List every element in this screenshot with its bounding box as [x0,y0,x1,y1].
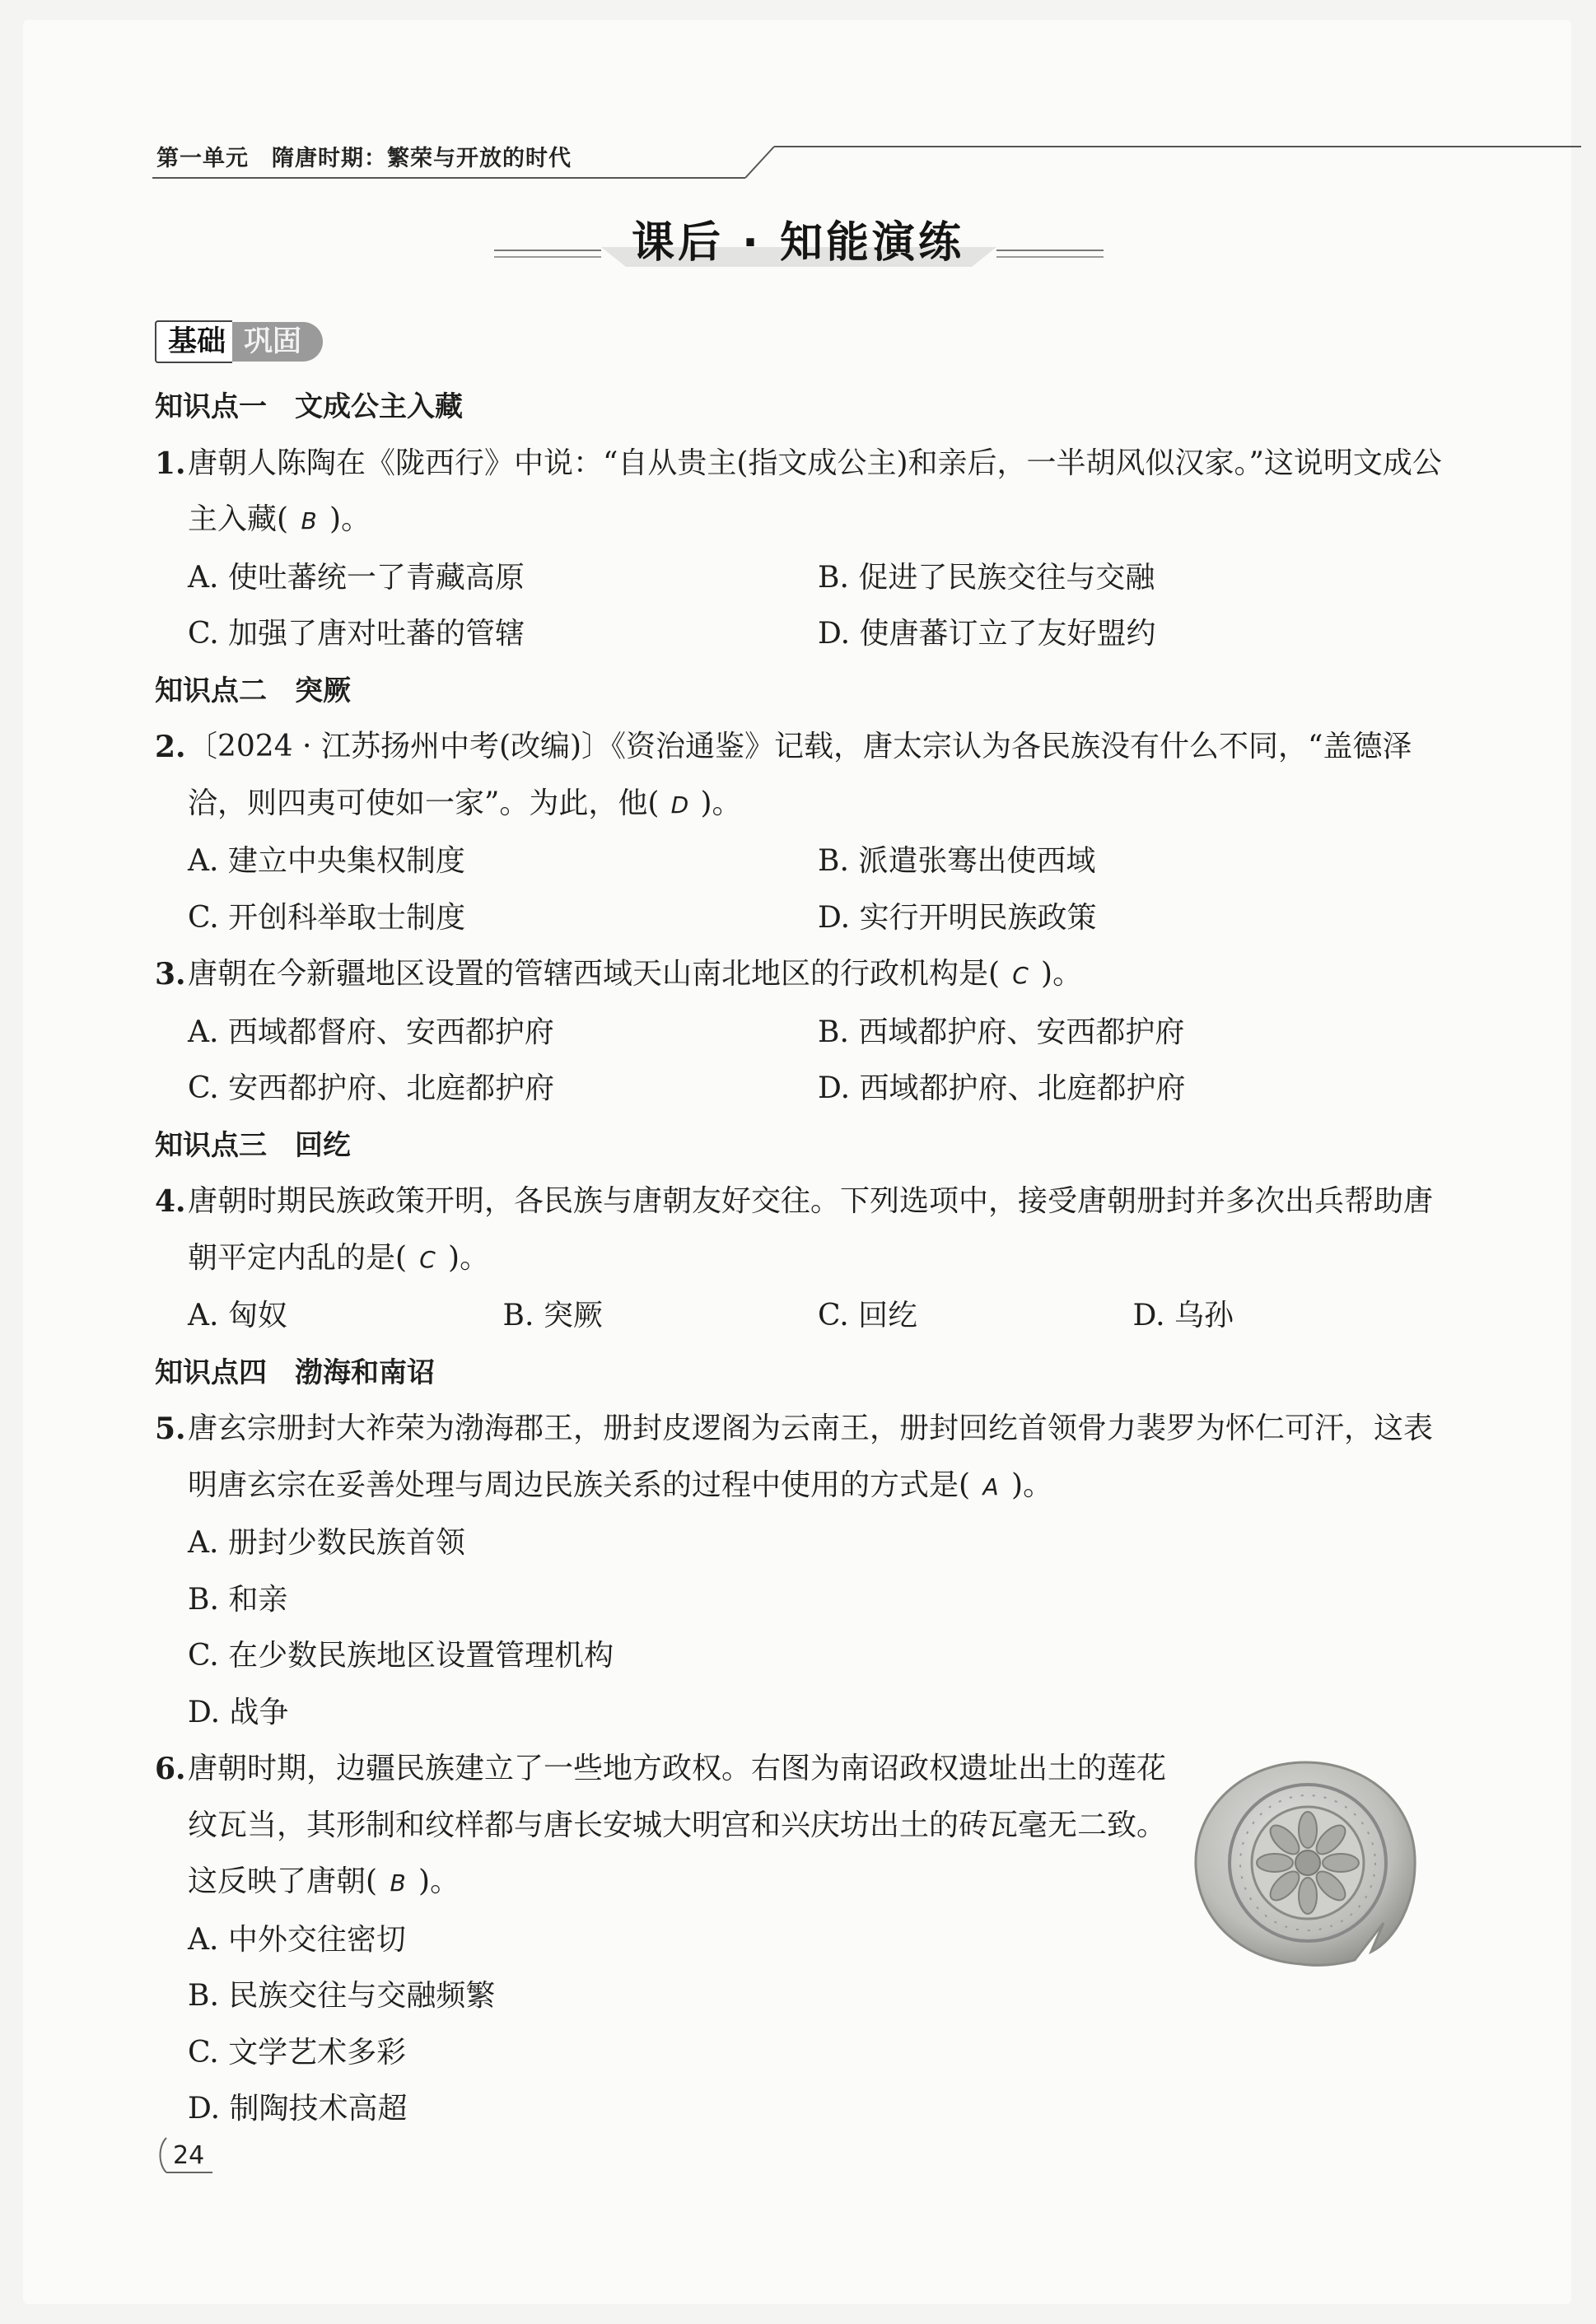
question-5-options [155,1515,1448,1741]
question-number: 2. [155,730,186,764]
badge-label-1: 基础 [155,320,232,363]
badge-label-2: 巩固 [232,322,323,362]
option-c: C. 开创科举取士制度 [188,900,466,935]
question-text-end: )。 [1041,957,1083,991]
option-b: B. 促进了民族交往与交融 [818,560,1155,595]
question-text: 〔2024 · 江苏扬州中考(改编)〕《资治通鉴》记载，唐太宗认为各民族没有什么不同，“盖德泽洽，则四夷可使如一家”。为此，他( [188,730,1412,820]
answer-mark: C [1012,962,1029,989]
question-2 [155,719,1448,833]
option-b: B. 突厥 [502,1299,603,1332]
question-text: 唐玄宗册封大祚荣为渤海郡王，册封皮逻阁为云南王，册封回纥首领骨力裴罗为怀仁可汗，这表明唐玄宗在妥善处理与周边民族关系的过程中使用的方式是( [188,1412,1434,1502]
option-d: D. 实行开明民族政策 [818,900,1097,935]
question-6 [155,1741,1168,1912]
option-a: A. 册封少数民族首领 [188,1526,465,1560]
question-number: 1. [155,446,186,481]
question-number: 4. [155,1184,186,1219]
question-3 [155,946,1448,1005]
question-text: 唐朝人陈陶在《陇西行》中说：“自从贵主(指文成公主)和亲后，一半胡风似汉家。”这说明文成公主入藏( [188,446,1442,536]
option-d: D. 战争 [188,1695,289,1729]
page-number: 24 [173,2141,205,2170]
option-a: A. 中外交往密切 [188,1922,406,1957]
question-2-options [155,833,1448,946]
question-number: 5. [155,1412,186,1446]
lotus-tile-image [1186,1754,1425,1968]
question-text: 唐朝时期民族政策开明，各民族与唐朝友好交往。下列选项中，接受唐朝册封并多次出兵帮助唐朝平定内乱的是( [188,1184,1434,1275]
answer-mark: A [982,1472,999,1500]
question-text: 唐朝在今新疆地区设置的管辖西域天山南北地区的行政机构是( [188,957,1001,991]
section-title: 课后 · 知能演练 [632,218,964,268]
unit-header: 第一单元 隋唐时期：繁荣与开放的时代 [156,146,572,171]
knowledge-point-3: 知识点三 回纥 [155,1128,351,1162]
option-b: B. 民族交往与交融频繁 [188,1979,496,2013]
question-number: 6. [155,1752,186,1786]
option-d: D. 西域都护府、北庭都护府 [818,1071,1186,1105]
option-d: D. 乌孙 [1132,1299,1234,1332]
option-c: C. 文学艺术多彩 [188,2035,407,2070]
answer-mark: D [670,791,689,819]
option-b: B. 派遣张骞出使西域 [818,844,1096,878]
question-5 [155,1401,1448,1515]
option-d: D. 制陶技术高超 [188,2092,408,2126]
question-text-end: )。 [329,502,371,536]
question-1 [155,436,1448,550]
question-4 [155,1174,1448,1288]
option-b: B. 西域都护府、安西都护府 [818,1015,1185,1049]
option-c: C. 回纥 [818,1299,918,1332]
option-a: A. 匈奴 [188,1299,287,1332]
question-text: 唐朝时期，边疆民族建立了一些地方政权。右图为南诏政权遗址出土的莲花纹瓦当，其形制和纹样都与唐长安城大明宫和兴庆坊出土的砖瓦毫无二致。这反映了唐朝( [188,1752,1167,1898]
basic-consolidation-badge [155,321,323,362]
option-b: B. 和亲 [188,1582,288,1617]
answer-mark: B [301,507,317,534]
option-a: A. 建立中央集权制度 [188,844,465,878]
question-1-options [155,550,1448,663]
question-text-end: )。 [418,1864,460,1898]
option-c: C. 加强了唐对吐蕃的管辖 [188,617,525,651]
option-d: D. 使唐蕃订立了友好盟约 [818,617,1156,651]
option-c: C. 在少数民族地区设置管理机构 [188,1639,614,1673]
answer-mark: C [419,1245,436,1273]
knowledge-point-2: 知识点二 突厥 [155,674,351,707]
knowledge-point-4: 知识点四 渤海和南诏 [155,1356,435,1389]
knowledge-point-1: 知识点一 文成公主入藏 [155,390,463,423]
question-number: 3. [155,957,186,992]
option-c: C. 安西都护府、北庭都护府 [188,1071,555,1105]
question-3-options [155,1005,1448,1118]
option-a: A. 西域都督府、安西都护府 [188,1015,554,1049]
answer-mark: B [390,1869,406,1897]
question-4-options [155,1288,1448,1345]
question-text-end: )。 [700,786,742,820]
question-text-end: )。 [1011,1468,1053,1502]
question-text-end: )。 [448,1240,490,1275]
option-a: A. 使吐蕃统一了青藏高原 [188,560,525,595]
